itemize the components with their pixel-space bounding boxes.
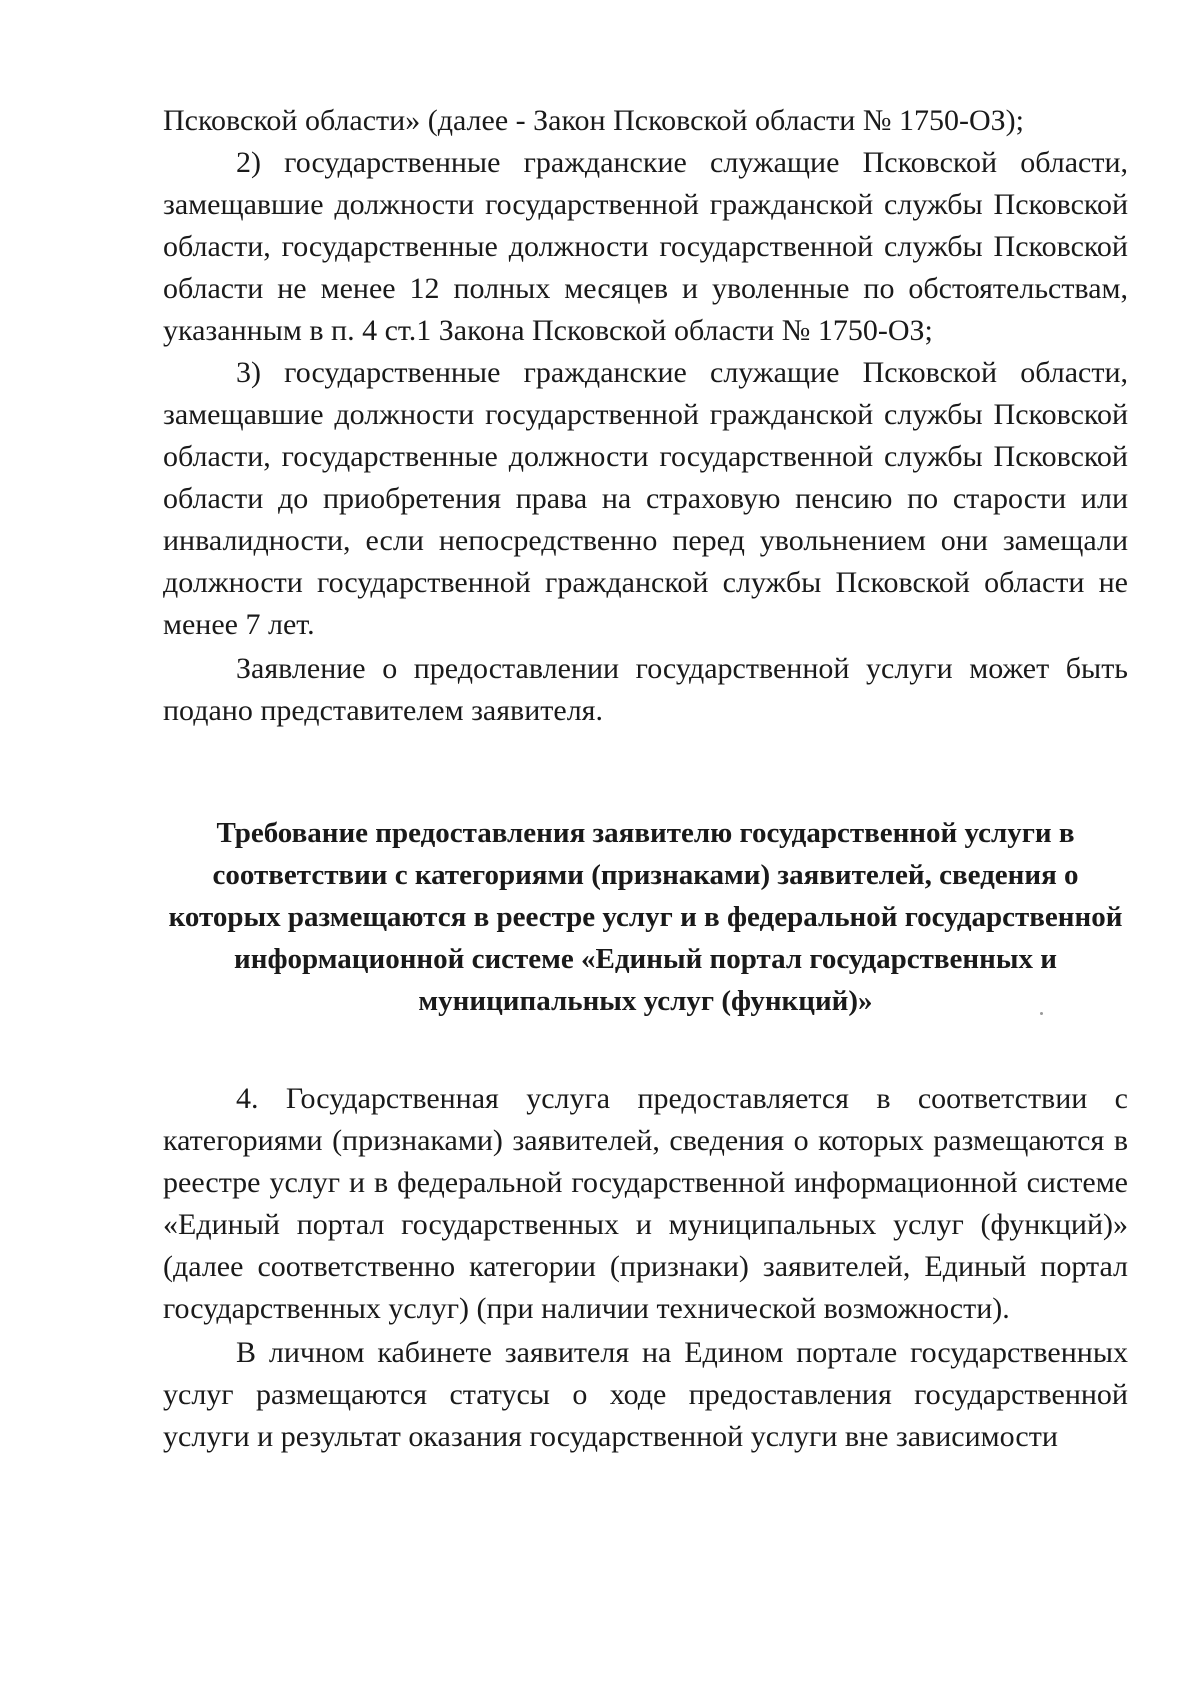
paragraph-section-4: 4. Государственная услуга предоставляется в соответствии с категориями (признаками) заявителей, сведения о которых размещаются в реестре услуг и в федеральной государственной информационной системе «Единый портал государственных и муниципальных услуг (функций)» (далее соответственно категории (признаки) заявителей, Единый портал государственных услуг) (при наличии технической возможности). xyxy=(163,1082,1128,1325)
paragraph-personal-cabinet: В личном кабинете заявителя на Едином портале государственных услуг размещаются статусы о ходе предоставления государственной услуги и результат оказания государственной услуги вне зависимости xyxy=(163,1336,1128,1453)
section-heading: Требование предоставления заявителю государственной услуги в соответствии с категориями (признаками) заявителей, сведения о которых размещаются в реестре услуг и в федеральной государственной информационной системе «Единый портал государственных и муниципальных услуг (функций)» xyxy=(168,817,1123,1017)
scan-speck xyxy=(1040,1012,1043,1015)
paragraph-continuation: Псковской области» (далее - Закон Псковской области № 1750-ОЗ); xyxy=(163,104,1024,137)
document-body-bottom xyxy=(163,1078,1128,1458)
paragraph-item-2: 2) государственные гражданские служащие Псковской области, замещавшие должности государственной гражданской службы Псковской области, государственные должности государственной службы Псковской области не менее 12 полных месяцев и уволенные по обстоятельствам, указанным в п. 4 ст.1 Закона Псковской области № 1750-ОЗ; xyxy=(163,146,1128,347)
paragraph-item-3: 3) государственные гражданские служащие Псковской области, замещавшие должности государственной гражданской службы Псковской области, государственные должности государственной службы Псковской области до приобретения права на страховую пенсию по старости или инвалидности, если непосредственно перед увольнением они замещали должности государственной гражданской службы Псковской области не менее 7 лет. xyxy=(163,356,1128,641)
paragraph-representative: Заявление о предоставлении государственной услуги может быть подано представителем заявителя. xyxy=(163,652,1128,727)
document-body-top xyxy=(163,100,1128,732)
